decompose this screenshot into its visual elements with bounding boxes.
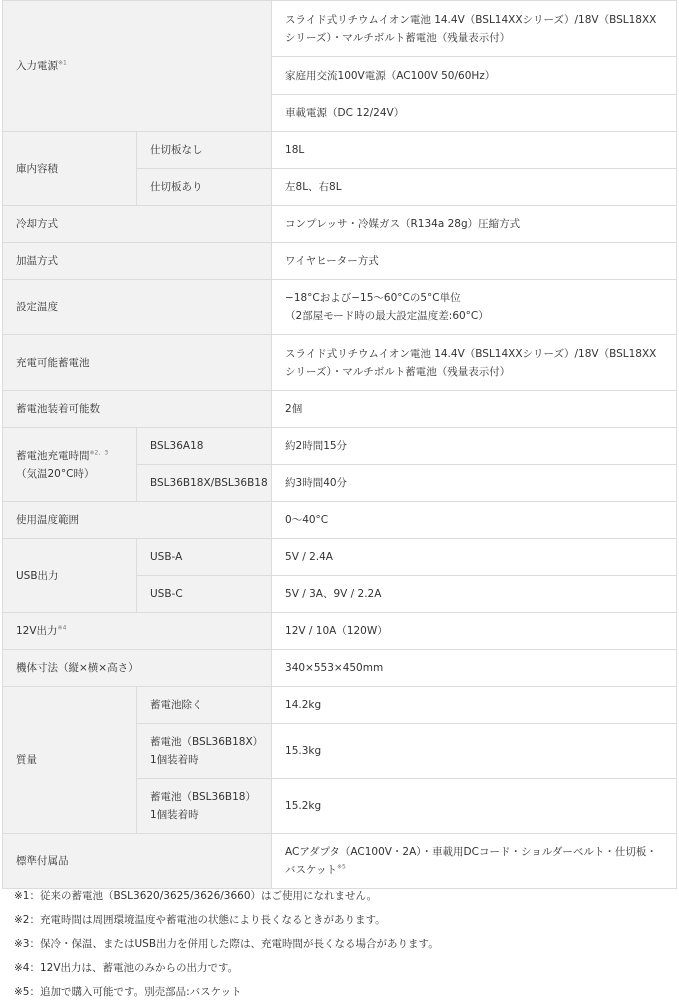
capacity-value-no-divider: 18L (272, 132, 677, 169)
footnote: ※2：充電時間は周囲環境温度や蓄電池の状態により長くなるときがあります。 (14, 914, 386, 926)
usb-sub-a: USB-A (137, 539, 272, 576)
table-row (3, 502, 677, 539)
output12v-label-cell (3, 613, 272, 650)
output12v-label: 12V出力 (16, 625, 58, 637)
heating-value: ワイヤヒーター方式 (272, 243, 677, 280)
accessories-value (272, 834, 677, 889)
set-temp-value-line: −18°Cおよび−15〜60°Cの5°C単位 (285, 292, 461, 304)
mass-sub-line: 蓄電池除く (150, 699, 203, 711)
usb-value-c: 5V / 3A、9V / 2.2A (272, 576, 677, 613)
accessories-value-line: ACアダプタ（AC100V・2A）・車載用DCコード・ショルダーベルト・仕切板・ (285, 846, 657, 858)
table-row (3, 687, 677, 724)
usb-sub-c: USB-C (137, 576, 272, 613)
mass-sub-no-battery (137, 687, 272, 724)
heating-label: 加温方式 (3, 243, 272, 280)
mass-sub-line: 蓄電池（BSL36B18X） (150, 736, 264, 748)
dimensions-label: 機体寸法（縦×横×高さ） (3, 650, 272, 687)
accessories-footnote-ref: ※5 (337, 863, 346, 871)
table-row (3, 650, 677, 687)
footnote: ※5：追加で購入可能です。別売部品:バスケット (14, 986, 242, 998)
charge-time-value-b18: 約3時間40分 (272, 465, 677, 502)
cooling-label: 冷却方式 (3, 206, 272, 243)
set-temp-value-line: （2部屋モード時の最大設定温度差:60°C） (285, 310, 489, 322)
capacity-sub-divider: 仕切板あり (137, 169, 272, 206)
mass-label: 質量 (3, 687, 137, 834)
table-row (3, 613, 677, 650)
table-row (3, 428, 677, 465)
chargeable-label: 充電可能蓄電池 (3, 335, 272, 391)
dimensions-value: 340×553×450mm (272, 650, 677, 687)
battery-count-value: 2個 (272, 391, 677, 428)
input-power-value-ac: 家庭用交流100V電源（AC100V 50/60Hz） (272, 57, 677, 95)
table-row (3, 834, 677, 889)
mass-sub-b18x (137, 724, 272, 779)
input-power-label-cell (3, 1, 272, 132)
chargeable-value: スライド式リチウムイオン電池 14.4V（BSL14XXシリーズ）/18V（BSL18XXシリーズ）・マルチボルト蓄電池（残量表示付） (272, 335, 677, 391)
spec-table (2, 0, 677, 889)
usb-value-a: 5V / 2.4A (272, 539, 677, 576)
set-temp-value (272, 280, 677, 335)
table-row (3, 335, 677, 391)
mass-sub-line: 蓄電池（BSL36B18） (150, 791, 256, 803)
charge-time-label: 蓄電池充電時間 (16, 449, 90, 462)
mass-value-b18x: 15.3kg (272, 724, 677, 779)
footnote: ※3：保冷・保温、またはUSB出力を併用した際は、充電時間が長くなる場合があります。 (14, 938, 439, 950)
footnote: ※4：12V出力は、蓄電池のみからの出力です。 (14, 962, 239, 974)
charge-time-label-condition: （気温20°C時） (16, 467, 95, 480)
capacity-sub-no-divider: 仕切板なし (137, 132, 272, 169)
capacity-label: 庫内容積 (3, 132, 137, 206)
capacity-value-divider: 左8L、右8L (272, 169, 677, 206)
charge-time-sub-a18: BSL36A18 (137, 428, 272, 465)
charge-time-footnote-ref: ※2、3 (89, 449, 109, 456)
table-row (3, 243, 677, 280)
accessories-label: 標準付属品 (3, 834, 272, 889)
table-row (3, 391, 677, 428)
table-row (3, 280, 677, 335)
battery-count-label: 蓄電池装着可能数 (3, 391, 272, 428)
output12v-value: 12V / 10A（120W） (272, 613, 677, 650)
charge-time-value-a18: 約2時間15分 (272, 428, 677, 465)
accessories-value-line: バスケット (285, 864, 337, 876)
charge-time-label-cell (3, 428, 137, 502)
mass-sub-line: 1個装着時 (150, 809, 199, 821)
input-power-value-battery: スライド式リチウムイオン電池 14.4V（BSL14XXシリーズ）/18V（BSL18XXシリーズ）・マルチボルト蓄電池（残量表示付） (272, 1, 677, 57)
mass-value-no-battery: 14.2kg (272, 687, 677, 724)
table-row (3, 206, 677, 243)
input-power-label: 入力電源 (16, 60, 58, 72)
mass-value-b18: 15.2kg (272, 779, 677, 834)
set-temp-label: 設定温度 (3, 280, 272, 335)
output12v-footnote-ref: ※4 (57, 624, 67, 632)
usb-label: USB出力 (3, 539, 137, 613)
mass-sub-line: 1個装着時 (150, 754, 199, 766)
input-power-footnote-ref: ※1 (58, 59, 67, 67)
cooling-value: コンプレッサ・冷媒ガス（R134a 28g）圧縮方式 (272, 206, 677, 243)
table-row (3, 539, 677, 576)
footnote: ※1：従来の蓄電池（BSL3620/3625/3626/3660）はご使用になれません。 (14, 890, 378, 902)
footnotes (14, 884, 664, 1004)
temp-range-value: 0〜40°C (272, 502, 677, 539)
mass-sub-b18 (137, 779, 272, 834)
temp-range-label: 使用温度範囲 (3, 502, 272, 539)
charge-time-sub-b18: BSL36B18X/BSL36B18 (137, 465, 272, 502)
input-power-value-dc: 車載電源（DC 12/24V） (272, 95, 677, 132)
table-row (3, 132, 677, 169)
table-row (3, 1, 677, 57)
